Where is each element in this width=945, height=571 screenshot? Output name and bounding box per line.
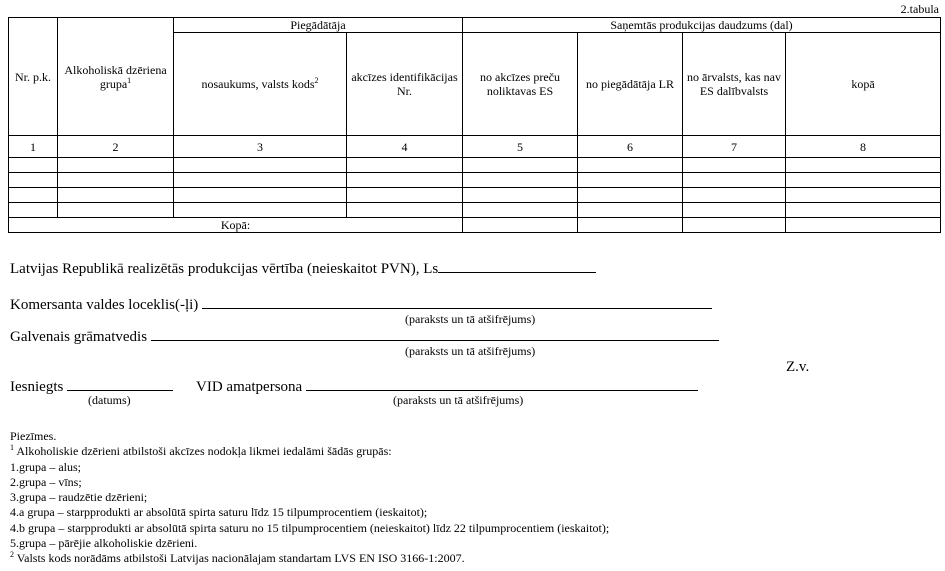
- received-products-table: [8, 17, 941, 233]
- column-number: 1: [9, 136, 58, 158]
- header-from-supplier-lr: no piegādātāja LR: [578, 33, 683, 136]
- header-from-non-eu: no ārvalsts, kas nav ES dalībvalsts: [683, 33, 786, 136]
- column-number-row: [9, 136, 941, 158]
- total-cell[interactable]: [578, 218, 683, 233]
- notes: [10, 429, 609, 567]
- column-number: 7: [683, 136, 786, 158]
- vid-signature-field[interactable]: [306, 376, 698, 391]
- note-group: 4.a grupa – starpprodukti ar absolūtā spirta saturu līdz 15 tilpumprocentiem (ieskaitot);: [10, 505, 428, 520]
- note-group: 5.grupa – pārējie alkoholiskie dzērieni.: [10, 536, 198, 551]
- note-group: 4.b grupa – starpprodukti ar absolūtā spirta saturu no 15 tilpumprocentiem (neieskaitot) līdz 22 tilpumprocentiem (ieskaitot);: [10, 520, 610, 535]
- value-field[interactable]: [438, 258, 596, 273]
- value-label: Latvijas Republikā realizētās produkcijas vērtība (neieskaitot PVN), Ls: [10, 261, 439, 277]
- total-label: Kopā:: [9, 218, 463, 233]
- accountant-signature-field[interactable]: [151, 326, 719, 341]
- column-number: 3: [174, 136, 347, 158]
- value-line: [10, 258, 596, 278]
- board-signature-field[interactable]: [202, 294, 712, 309]
- vid-label: VID amatpersona: [196, 379, 303, 395]
- note-group: 3.grupa – raudzētie dzērieni;: [10, 490, 148, 505]
- vid-signature-caption: (paraksts un tā atšifrējums): [393, 393, 524, 407]
- total-cell[interactable]: [786, 218, 941, 233]
- table-row[interactable]: [9, 203, 941, 218]
- seal-label: Z.v.: [786, 359, 810, 375]
- board-signature-caption: (paraksts un tā atšifrējums): [405, 312, 536, 326]
- note-group: 2.grupa – vīns;: [10, 474, 82, 489]
- submitted-label: Iesniegts: [10, 379, 64, 395]
- header-group: Alkoholiskā dzēriena grupa$^1$: [58, 18, 174, 136]
- table-row[interactable]: [9, 158, 941, 173]
- note-group: 1.grupa – alus;: [10, 459, 81, 474]
- header-nr: Nr. p.k.: [9, 18, 58, 136]
- column-number: 8: [786, 136, 941, 158]
- total-row: [9, 218, 941, 233]
- column-number: 2: [58, 136, 174, 158]
- header-supplier: Piegādātāja: [174, 18, 463, 33]
- column-number: 6: [578, 136, 683, 158]
- header-from-warehouse: no akcīzes preču noliktavas ES: [463, 33, 578, 136]
- header-supplier-name: nosaukums, valsts kods$^2$: [174, 33, 347, 136]
- board-label: Komersanta valdes loceklis(-ļi): [10, 297, 199, 313]
- note-2: $^2$ Valsts kods norādāms atbilstoši Latvijas nacionālajam standartam LVS EN ISO 3166-1:2007.: [10, 550, 465, 566]
- date-caption: (datums): [88, 393, 131, 407]
- accountant-line: [10, 326, 719, 346]
- accountant-signature-caption: (paraksts un tā atšifrējums): [405, 344, 536, 358]
- board-line: [10, 294, 712, 314]
- table-label: 2.tabula: [900, 2, 939, 16]
- accountant-label: Galvenais grāmatvedis: [10, 329, 148, 345]
- total-cell[interactable]: [683, 218, 786, 233]
- column-number: 5: [463, 136, 578, 158]
- header-total: kopā: [786, 33, 941, 136]
- total-cell[interactable]: [463, 218, 578, 233]
- date-field[interactable]: [67, 376, 173, 391]
- table-row[interactable]: [9, 188, 941, 203]
- note-1: $^1$ Alkoholiskie dzērieni atbilstoši akcīzes nodokļa likmei iedalāmi šādās grupās:: [10, 443, 392, 459]
- table-row[interactable]: [9, 173, 941, 188]
- header-received: Saņemtās produkcijas daudzums (dal): [463, 18, 941, 33]
- header-supplier-excise: akcīzes identifikācijas Nr.: [347, 33, 463, 136]
- column-number: 4: [347, 136, 463, 158]
- notes-title: Piezīmes.: [10, 429, 57, 443]
